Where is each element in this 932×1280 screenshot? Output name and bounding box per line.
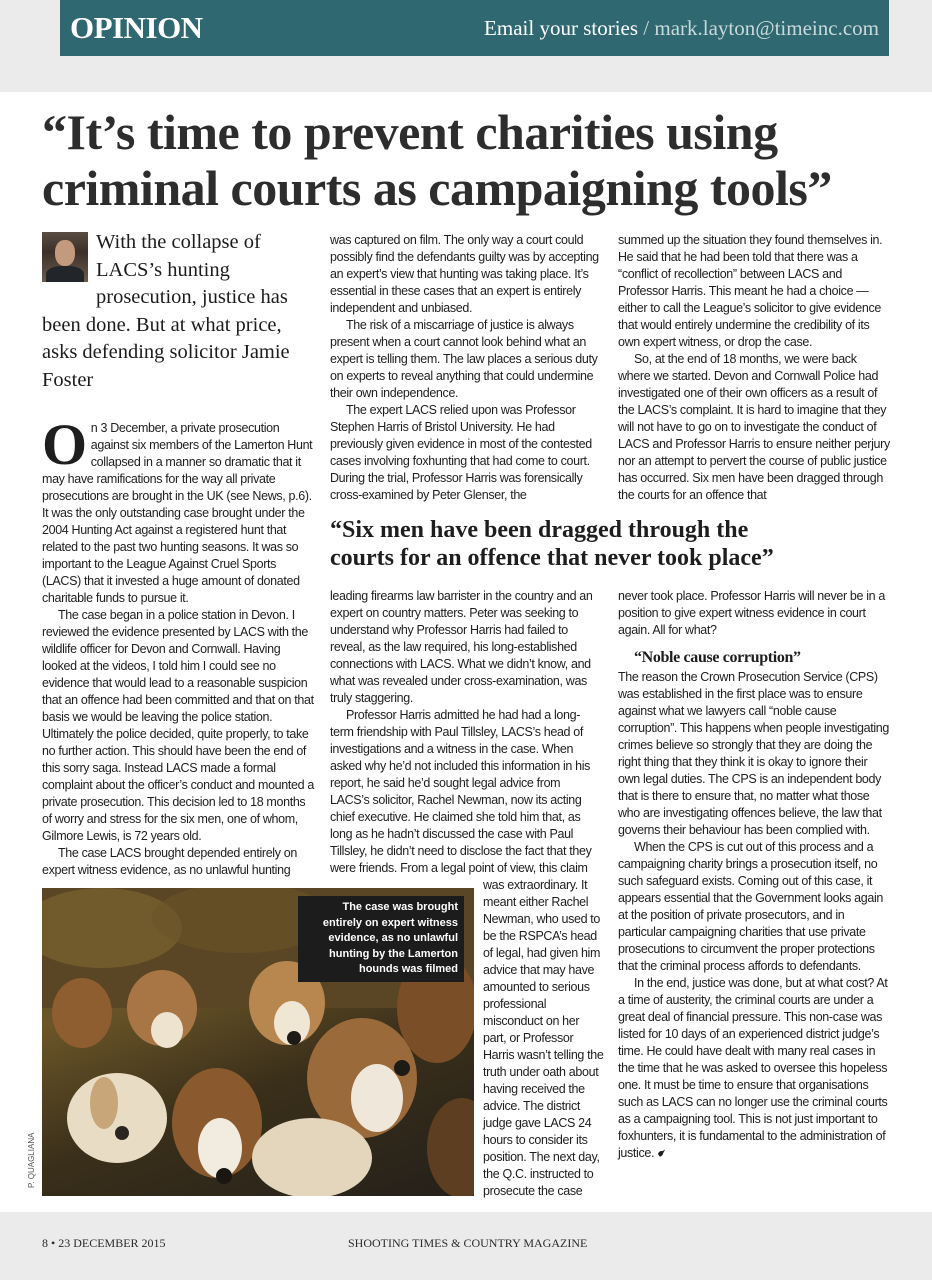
col3b-paragraph-3: In the end, justice was done, but at what cost? At a time of austerity, the criminal courts are under a great deal of financial pressure. This non-case was listed for 10 days of an experienced district judge’s time. He could have dealt with many real cases in the time that he was asked to oversee this hopeless one. It must be time to ensure that organisations such as LACS can no longer use the criminal courts as a campaigning tool. This is not just important to foxhunters, it is fundamental to the administration of justice. (618, 976, 888, 1160)
section-label: OPINION (70, 10, 203, 45)
section-header-bar (60, 0, 889, 56)
headline-line-2: criminal courts as campaigning tools” (42, 160, 832, 216)
col2b-paragraph-2: Professor Harris admitted he had had a long-term friendship with Paul Tillsley, LACS’s head of investigations and a witness in the case. When asked why he’d not included this information in his report, he said he’d sought legal advice from LACS’s solicitor, Rachel Newman, now its acting chief executive. He claimed she told him that, as long as he hadn’t discussed the case with Paul Tillsley, he didn’t need to disclose the fact that they were friends. From a legal point of view, this claim (330, 708, 592, 875)
photo-caption: The case was brought entirely on expert witness evidence, as no unlawful hunting by the Lamerton hounds was filmed (298, 896, 464, 982)
drop-cap: O (42, 412, 87, 477)
contact-label: Email your stories (484, 15, 639, 40)
author-suit (46, 266, 84, 282)
col3b-intro: never took place. Professor Harris will never be in a position to give expert witness evidence in court again. All for what? (618, 589, 885, 637)
col3b-paragraph-2: When the CPS is cut out of this process and a campaigning charity brings a prosecution itself, no such safeguard exists. Coming out of this case, it appears essential that the Government looks again at the position of private prosecutors, and in particular campaigning charities that use private prosecutions to circumvent the proper protections that the criminal process affords to defendants. (618, 840, 883, 973)
page-folio: 8 • 23 DECEMBER 2015 (42, 1236, 166, 1250)
magazine-name: SHOOTING TIMES & COUNTRY MAGAZINE (348, 1236, 588, 1250)
col1-paragraph-2: The case began in a police station in Devon. I reviewed the evidence presented by LACS with the wildlife officer for Devon and Cornwall. Having looked at the videos, I told him I could see no evidence that would lead to a reasonable suspicion that an offence had been committed and that on that basis we would be leaving the police station. Ultimately the police decided, quite properly, to take no further action. This should have been the end of this sorry saga. Instead LACS made a formal complaint about the officer’s conduct and mounted a private prosecution. This decision led to 18 months of worry and stress for the six men, one of whom, Gilmore Lewis, is 72 years old. (42, 608, 314, 843)
column-2-bottom (330, 588, 602, 877)
column-3-top (618, 232, 890, 504)
pheasant-end-mark-icon (657, 1148, 666, 1158)
col3b-paragraph-1: The reason the Crown Prosecution Service (CPS) was established in the first place was to ensure against what we lawyers call “noble cause corruption”. This happens when people investigating crimes believe so strongly that they are doing the right thing that they think it is okay to ignore their own legal duties. The CPS is an independent body that is there to ensure that, no matter what those who are investigating offences believe, the law that governs their behaviour has been complied with. (618, 670, 889, 837)
col3-paragraph-2: So, at the end of 18 months, we were back where we started. Devon and Cornwall Police had investigated one of their own officers as a result of the LACS’s complaint. It is hard to imagine that they will not have to go on to investigate the conduct of LACS and Professor Harris to ensure neither perjury nor an attempt to pervert the course of public justice has occurred. Six men have been dragged through the courts for an offence that (618, 352, 890, 502)
hounds-photo (42, 888, 474, 1196)
author-photo (42, 232, 88, 282)
col2-paragraph-2: The risk of a miscarriage of justice is always present when a court cannot look behind what an expert is telling them. The law places a serious duty on experts to reveal anything that could undermine their own independence. (330, 318, 598, 400)
pull-quote (330, 516, 900, 572)
contact-separator: / (643, 15, 650, 40)
col2-narrow-paragraph: was extraordinary. It meant either Rachel Newman, who used to be the RSPCA’s head of legal, had given him advice that may have amounted to serious professional misconduct on her part, or Professor Harris wasn’t telling the truth under oath about having received the advice. The district judge gave LACS 24 hours to consider its position. The next day, the Q.C. instructed to prosecute the case (483, 878, 604, 1198)
author-face (55, 240, 75, 266)
pull-quote-line-1: “Six men have been dragged through the (330, 517, 749, 543)
standfirst-text: With the collapse of LACS’s hunting prosecution, justice has been done. But at what price, asks defending solicitor Jamie Foster (42, 231, 290, 391)
pull-quote-line-2: courts for an offence that never took place” (330, 545, 774, 571)
subhead: “Noble cause corruption” (634, 649, 801, 666)
col2-paragraph-3: The expert LACS relied upon was Professor Stephen Harris of Bristol University. He had previously given evidence in most of the contested cases involving foxhunting that had come to court. During the trial, Professor Harris was forensically cross-examined by Peter Glenser, the (330, 403, 592, 502)
headline-line-1: “It’s time to prevent charities using (42, 104, 778, 160)
col2b-paragraph-1: leading firearms law barrister in the country and an expert on country matters. Peter was seeking to understand why Professor Harris had failed to reveal, as the law required, his long-established connections with LACS. What we didn’t know, and what was revealed under cross-examination, was truly staggering. (330, 589, 593, 705)
article-headline (42, 104, 912, 216)
col1-paragraph-3: The case LACS brought depended entirely on expert witness evidence, as no unlawful hunting (42, 846, 297, 877)
column-3-bottom (618, 588, 890, 1162)
photo-credit: P. QUAGLIANA (27, 1132, 36, 1188)
col2-paragraph-1: was captured on film. The only way a court could possibly find the defendants guilty was by accepting an expert’s view that hunting was taking place. It’s essential in these cases that an expert is entirely independent and unbiased. (330, 233, 599, 315)
contact-line (484, 16, 879, 41)
column-2-narrow (483, 877, 605, 1200)
contact-email-link[interactable]: mark.layton@timeinc.com (654, 15, 879, 40)
column-1 (42, 412, 314, 879)
col1-paragraph-1: On 3 December, a private prosecution against six members of the Lamerton Hunt collapsed in a manner so dramatic that it may have ramifications for the way all private prosecutions are brought in the UK (see News, p.6). It was the only outstanding case brought under the 2004 Hunting Act against a registered hunt that related to the past two hunting seasons. It was so important to the League Against Cruel Sports (LACS) that it invested a huge amount of donated charitable funds to pursue it. (42, 412, 313, 605)
column-2-top (330, 232, 602, 504)
standfirst (42, 229, 314, 394)
col3-paragraph-1: summed up the situation they found themselves in. He said that he had been told that there was a “conflict of recollection” between LACS and Professor Harris. This meant he had a choice — either to call the League’s solicitor to give evidence that would entirely undermine the credibility of its own expert witness, or drop the case. (618, 233, 883, 349)
